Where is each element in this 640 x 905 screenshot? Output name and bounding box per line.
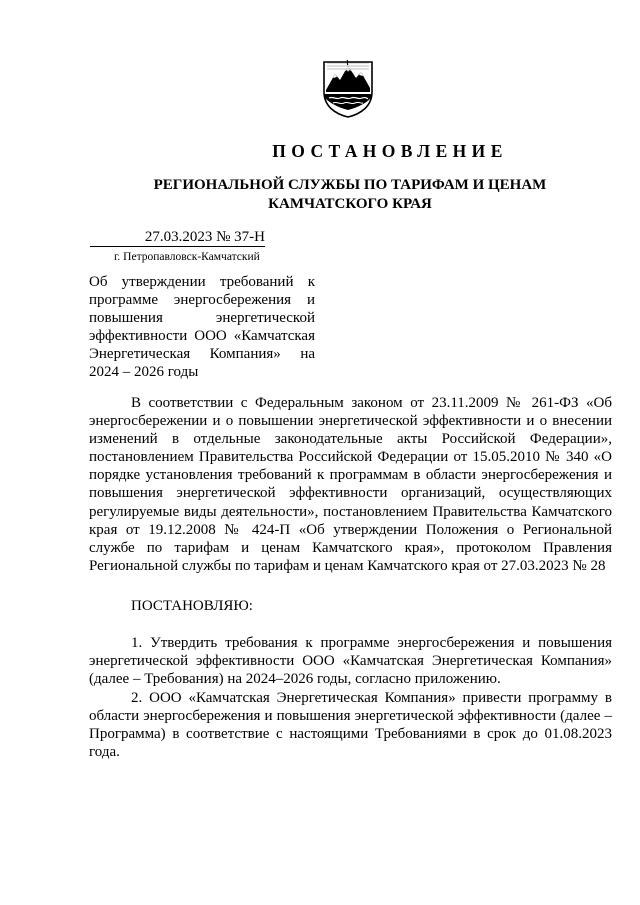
decree-word: ПОСТАНОВЛЯЮ:	[131, 598, 253, 614]
document-date-number: 27.03.2023 № 37-Н	[90, 228, 265, 247]
issue-city: г. Петропавловск-Камчатский	[114, 251, 260, 263]
issuer-line-2: КАМЧАТСКОГО КРАЯ	[268, 196, 432, 212]
document-subject: Об утверждении требований к программе энергосбережения и повышения энергетической эффективности ООО «Камчатская Энергетическая Компания» на 2024 – 2026 годы	[89, 274, 315, 381]
kamchatka-coat-of-arms-icon	[321, 58, 375, 118]
issuer-line-1: РЕГИОНАЛЬНОЙ СЛУЖБЫ ПО ТАРИФАМ И ЦЕНАМ	[153, 177, 547, 193]
issuer-title	[130, 176, 570, 214]
preamble-paragraph: В соответствии с Федеральным законом от 23.11.2009 № 261-ФЗ «Об энергосбережении и о повышении энергетической эффективности и о внесении изменений в отдельные законодательные акты Российской Федерации», постановлением Правительства Российской Федерации от 15.05.2010 № 340 «О порядке установления требований к программам в области энергосбережения и повышения энергетической эффективности организаций, осуществляющих регулируемые виды деятельности», постановлением Правительства Камчатского края от 19.12.2008 № 424-П «Об утверждении Положения о Региональной службе по тарифам и ценам Камчатского края», протоколом Правления Региональной службы по тарифам и ценам Камчатского края от 27.03.2023 № 28	[89, 395, 612, 574]
document-type-title: ПОСТАНОВЛЕНИЕ	[272, 141, 508, 161]
decree-item-1: 1. Утвердить требования к программе энергосбережения и повышения энергетической эффективности ООО «Камчатская Энергетическая Компания» (далее – Требования) на 2024–2026 годы, согласно приложению.	[89, 635, 612, 688]
decree-item-2: 2. ООО «Камчатская Энергетическая Компания» привести программу в области энергосбережения и повышения энергетической эффективности (далее – Программа) в соответствие с настоящими Требованиями в срок до 01.08.2023 года.	[89, 690, 612, 761]
